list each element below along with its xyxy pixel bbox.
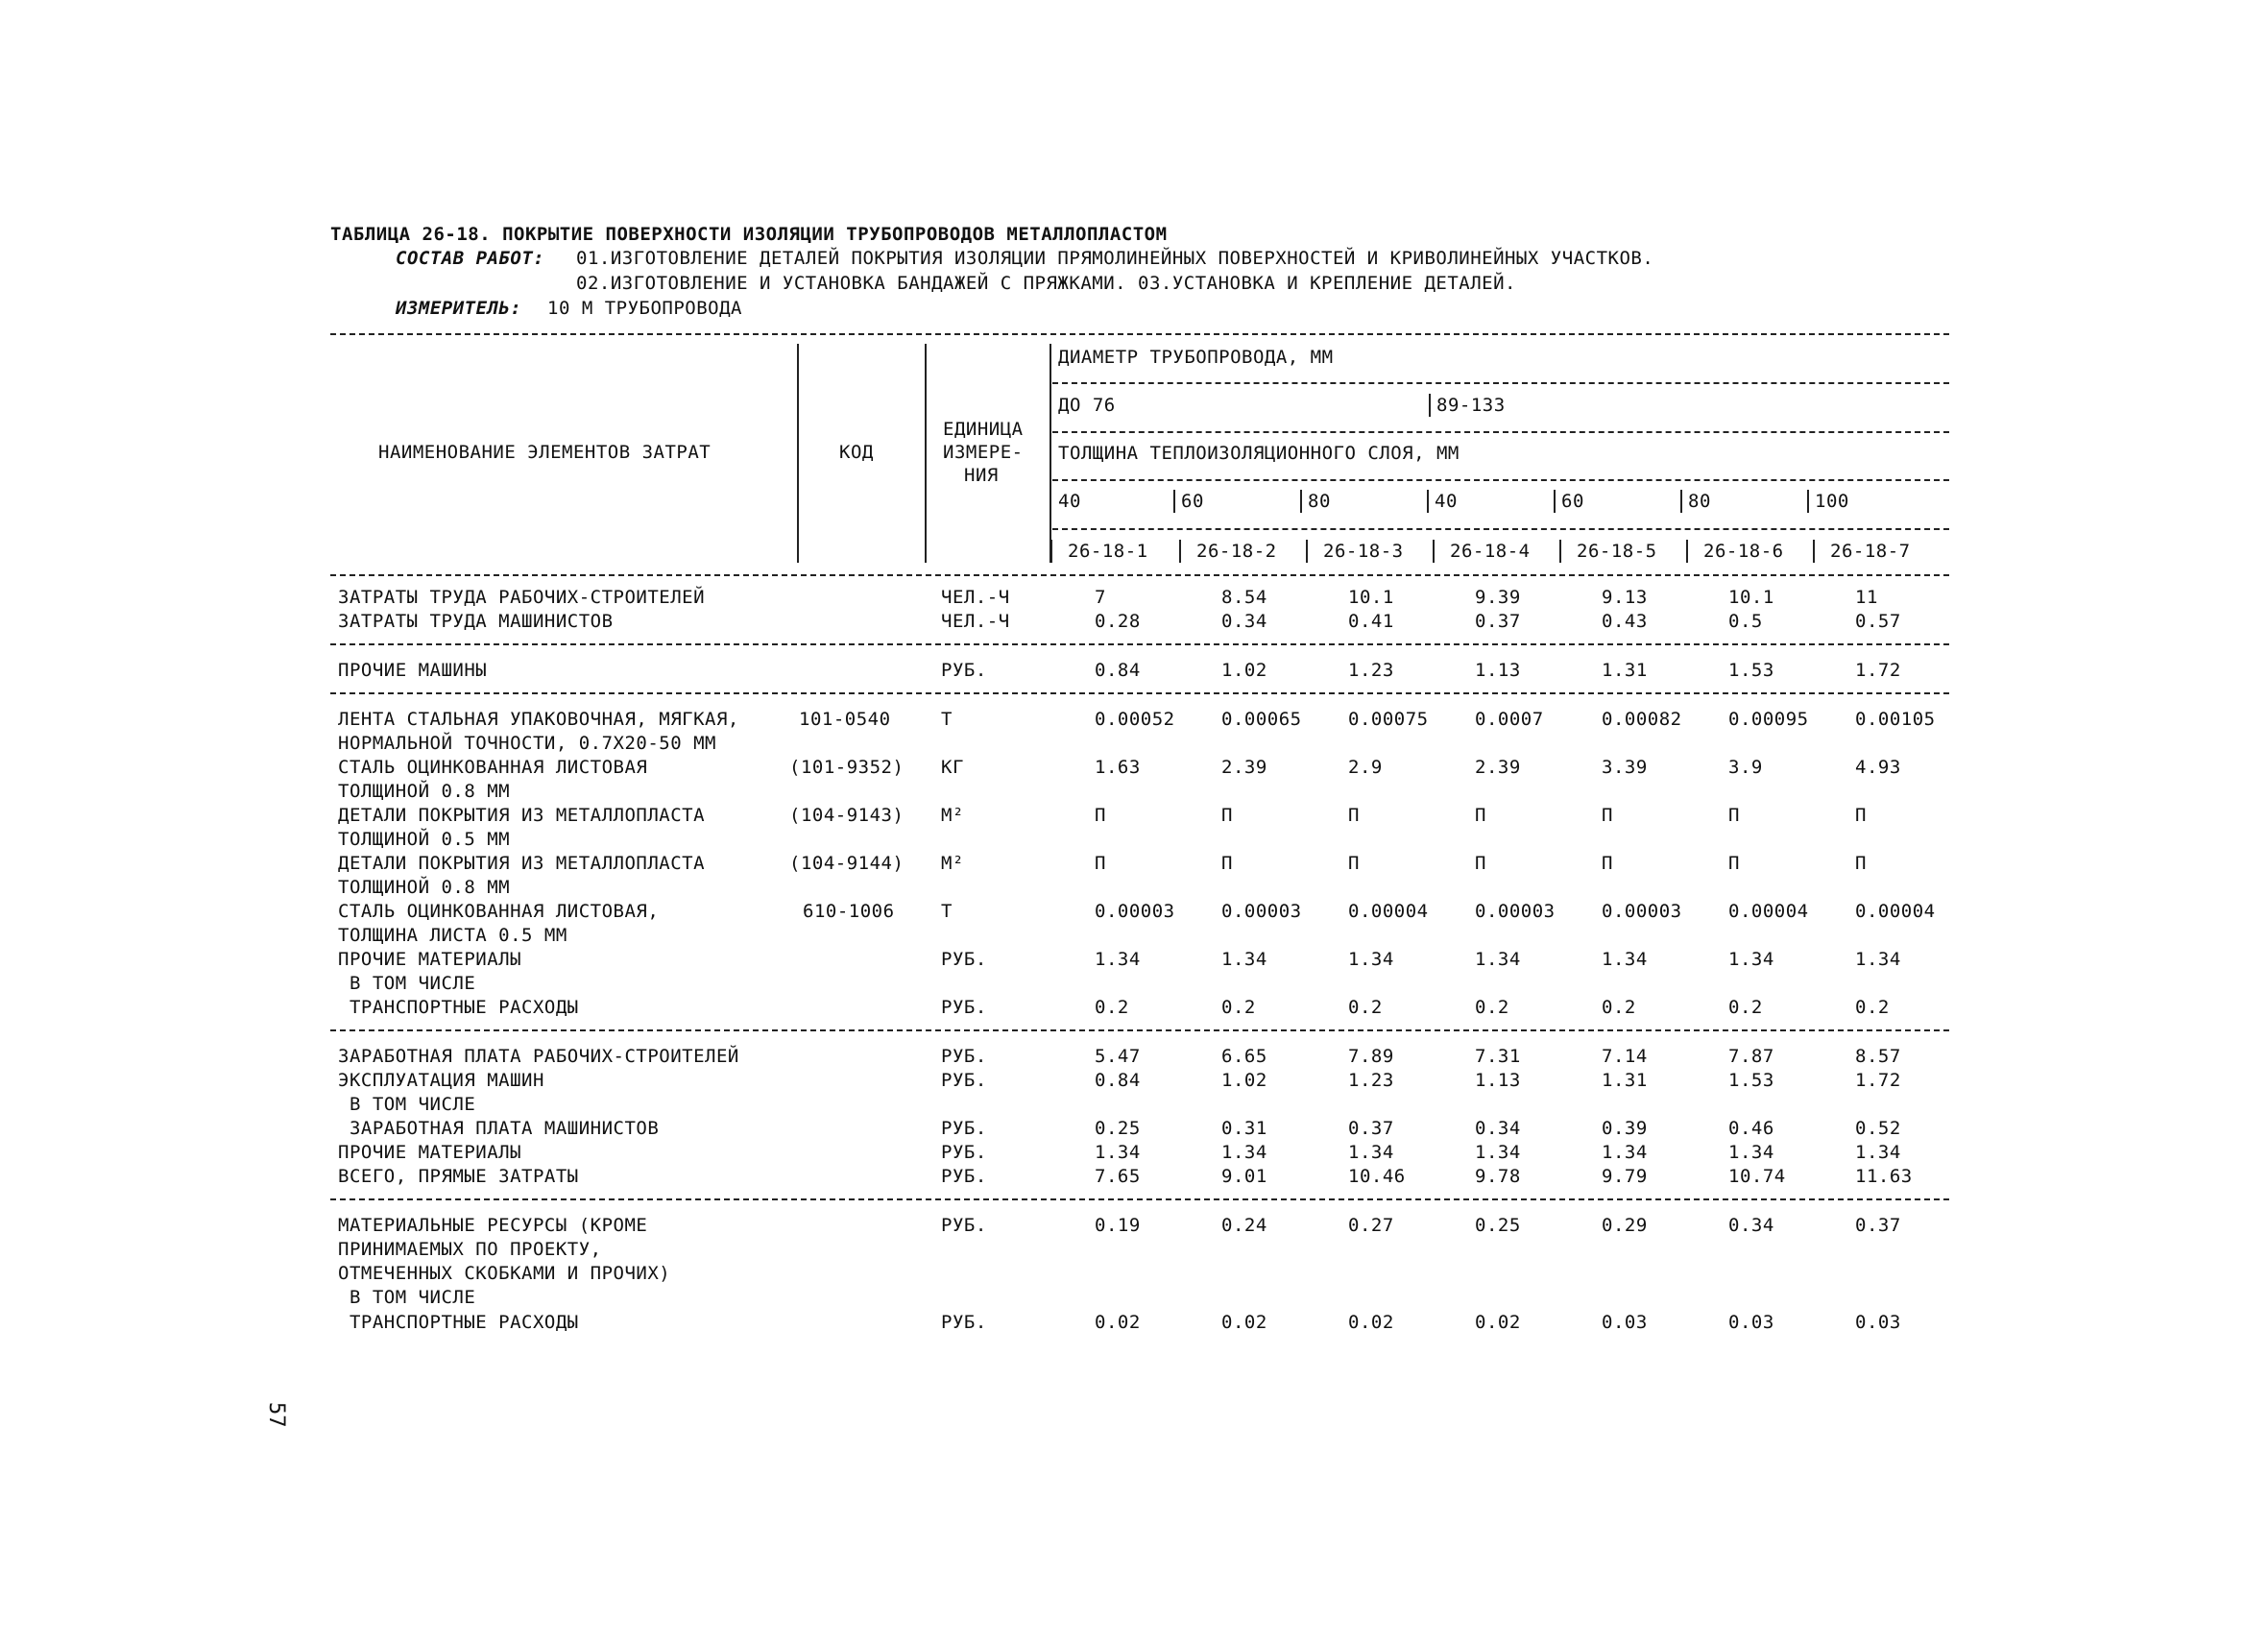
row-value: 0.27 xyxy=(1348,1215,1394,1236)
row-value: 0.02 xyxy=(1095,1312,1141,1333)
row-value: П xyxy=(1475,853,1486,874)
row-value: 0.00003 xyxy=(1221,901,1302,922)
row-value: 0.03 xyxy=(1728,1312,1774,1333)
thickness-value: 100 xyxy=(1815,491,1849,512)
row-unit: РУБ. xyxy=(941,660,987,681)
row-unit: М² xyxy=(941,805,964,826)
row-value: 0.39 xyxy=(1602,1118,1648,1139)
row-unit: РУБ. xyxy=(941,949,987,970)
row-unit: Т xyxy=(941,901,953,922)
row-name: СТАЛЬ ОЦИНКОВАННАЯ ЛИСТОВАЯ xyxy=(338,757,648,778)
row-unit: РУБ. xyxy=(941,997,987,1018)
column-code: 26-18-1 xyxy=(1068,541,1148,562)
row-value: 1.34 xyxy=(1475,949,1521,970)
header-unit-line-2: ИЗМЕРЕ- xyxy=(943,442,1024,463)
thickness-value: 60 xyxy=(1181,491,1204,512)
row-value: 0.02 xyxy=(1475,1312,1521,1333)
row-value: 0.5 xyxy=(1728,611,1763,632)
section-rule xyxy=(330,1029,1949,1031)
row-name: НОРМАЛЬНОЙ ТОЧНОСТИ, 0.7Х20-50 ММ xyxy=(338,733,716,754)
meter-label: ИЗМЕРИТЕЛЬ: xyxy=(396,298,522,319)
row-value: 0.84 xyxy=(1095,1070,1141,1091)
header-bottom-rule xyxy=(330,574,1949,576)
row-value: 0.28 xyxy=(1095,611,1141,632)
row-value: 1.34 xyxy=(1348,949,1394,970)
row-value: 7.87 xyxy=(1728,1046,1774,1067)
code-divider xyxy=(1306,540,1308,563)
row-name: ТРАНСПОРТНЫЕ РАСХОДЫ xyxy=(338,997,579,1018)
row-value: 8.54 xyxy=(1221,587,1267,608)
group-divider xyxy=(1429,394,1431,417)
thickness-value: 60 xyxy=(1561,491,1584,512)
row-value: 1.34 xyxy=(1475,1142,1521,1163)
row-value: П xyxy=(1602,805,1613,826)
row-value: 2.39 xyxy=(1221,757,1267,778)
row-code: 101-0540 xyxy=(799,709,891,730)
row-name: ЛЕНТА СТАЛЬНАЯ УПАКОВОЧНАЯ, МЯГКАЯ, xyxy=(338,709,739,730)
row-value: 9.01 xyxy=(1221,1166,1267,1187)
row-value: 10.1 xyxy=(1728,587,1774,608)
row-name: ОТМЕЧЕННЫХ СКОБКАМИ И ПРОЧИХ) xyxy=(338,1263,671,1284)
row-value: П xyxy=(1221,853,1233,874)
composition-line-1: 01.ИЗГОТОВЛЕНИЕ ДЕТАЛЕЙ ПОКРЫТИЯ ИЗОЛЯЦИИ ПРЯМОЛИНЕЙНЫХ ПОВЕРХНОСТЕЙ И КРИВОЛИНЕЙНЫХ УЧАСТКОВ. xyxy=(576,248,1654,269)
row-value: 1.34 xyxy=(1855,1142,1901,1163)
row-value: 11.63 xyxy=(1855,1166,1913,1187)
row-value: 0.00003 xyxy=(1475,901,1556,922)
thickness-divider xyxy=(1554,490,1556,513)
row-value: П xyxy=(1855,805,1867,826)
row-name: ТОЛЩИНА ЛИСТА 0.5 ММ xyxy=(338,925,567,946)
thickness-divider xyxy=(1680,490,1682,513)
row-value: 5.47 xyxy=(1095,1046,1141,1067)
section-rule xyxy=(330,1198,1949,1200)
row-value: 7.89 xyxy=(1348,1046,1394,1067)
row-value: 0.00003 xyxy=(1602,901,1682,922)
row-value: 9.13 xyxy=(1602,587,1648,608)
row-value: 0.0007 xyxy=(1475,709,1544,730)
column-code: 26-18-7 xyxy=(1830,541,1911,562)
row-value: П xyxy=(1475,805,1486,826)
row-value: 0.02 xyxy=(1221,1312,1267,1333)
header-diameter: ДИАМЕТР ТРУБОПРОВОДА, ММ xyxy=(1058,347,1334,368)
row-value: 1.34 xyxy=(1095,949,1141,970)
row-unit: РУБ. xyxy=(941,1166,987,1187)
row-name: ДЕТАЛИ ПОКРЫТИЯ ИЗ МЕТАЛЛОПЛАСТА xyxy=(338,853,706,874)
row-value: 7 xyxy=(1095,587,1106,608)
row-value: 1.34 xyxy=(1855,949,1901,970)
row-value: 0.34 xyxy=(1221,611,1267,632)
separator-unit-data xyxy=(1050,344,1051,563)
header-code-column: КОД xyxy=(839,442,874,463)
code-divider xyxy=(1686,540,1688,563)
row-value: 7.65 xyxy=(1095,1166,1141,1187)
row-value: 10.46 xyxy=(1348,1166,1406,1187)
row-unit: М² xyxy=(941,853,964,874)
table-title: ТАБЛИЦА 26-18. ПОКРЫТИЕ ПОВЕРХНОСТИ ИЗОЛЯЦИИ ТРУБОПРОВОДОВ МЕТАЛЛОПЛАСТОМ xyxy=(330,224,1168,245)
row-value: 0.29 xyxy=(1602,1215,1648,1236)
row-value: 0.00004 xyxy=(1855,901,1936,922)
row-value: 1.34 xyxy=(1728,949,1774,970)
row-unit: РУБ. xyxy=(941,1215,987,1236)
row-value: 1.31 xyxy=(1602,660,1648,681)
row-value: 0.00075 xyxy=(1348,709,1429,730)
row-value: 0.00082 xyxy=(1602,709,1682,730)
row-value: П xyxy=(1855,853,1867,874)
header-unit-line-1: ЕДИНИЦА xyxy=(943,419,1024,440)
row-value: 0.52 xyxy=(1855,1118,1901,1139)
row-value: 9.78 xyxy=(1475,1166,1521,1187)
row-value: 1.13 xyxy=(1475,660,1521,681)
row-value: 0.46 xyxy=(1728,1118,1774,1139)
row-name: ЭКСПЛУАТАЦИЯ МАШИН xyxy=(338,1070,544,1091)
row-value: 0.00004 xyxy=(1728,901,1809,922)
row-value: 0.34 xyxy=(1475,1118,1521,1139)
code-divider xyxy=(1559,540,1561,563)
row-name: ВСЕГО, ПРЯМЫЕ ЗАТРАТЫ xyxy=(338,1166,579,1187)
row-value: 1.02 xyxy=(1221,1070,1267,1091)
row-name: ПРОЧИЕ МАШИНЫ xyxy=(338,660,488,681)
row-value: 0.37 xyxy=(1855,1215,1901,1236)
header-rule-thickness xyxy=(1052,479,1949,481)
separator-name-code xyxy=(797,344,799,563)
row-value: 0.2 xyxy=(1855,997,1890,1018)
row-value: 0.57 xyxy=(1855,611,1901,632)
thickness-value: 80 xyxy=(1688,491,1711,512)
row-name: ПРОЧИЕ МАТЕРИАЛЫ xyxy=(338,949,522,970)
thickness-divider xyxy=(1300,490,1302,513)
row-value: 0.00105 xyxy=(1855,709,1936,730)
code-divider xyxy=(1813,540,1815,563)
code-divider xyxy=(1433,540,1435,563)
row-value: 0.24 xyxy=(1221,1215,1267,1236)
row-code: (101-9352) xyxy=(789,757,905,778)
row-value: 1.34 xyxy=(1602,1142,1648,1163)
thickness-divider xyxy=(1427,490,1429,513)
row-value: 8.57 xyxy=(1855,1046,1901,1067)
row-value: 0.00004 xyxy=(1348,901,1429,922)
row-unit: РУБ. xyxy=(941,1118,987,1139)
row-unit: КГ xyxy=(941,757,964,778)
row-value: 7.14 xyxy=(1602,1046,1648,1067)
row-value: 4.93 xyxy=(1855,757,1901,778)
row-value: 0.02 xyxy=(1348,1312,1394,1333)
row-name: ТРАНСПОРТНЫЕ РАСХОДЫ xyxy=(338,1312,579,1333)
code-divider xyxy=(1050,540,1052,563)
header-thickness: ТОЛЩИНА ТЕПЛОИЗОЛЯЦИОННОГО СЛОЯ, ММ xyxy=(1058,443,1460,464)
row-value: 0.19 xyxy=(1095,1215,1141,1236)
row-value: 1.31 xyxy=(1602,1070,1648,1091)
row-value: 10.1 xyxy=(1348,587,1394,608)
row-value: 0.41 xyxy=(1348,611,1394,632)
row-value: 1.72 xyxy=(1855,660,1901,681)
row-name: ПРОЧИЕ МАТЕРИАЛЫ xyxy=(338,1142,522,1163)
header-name-column: НАИМЕНОВАНИЕ ЭЛЕМЕНТОВ ЗАТРАТ xyxy=(378,442,712,463)
row-value: П xyxy=(1348,805,1360,826)
row-value: 0.43 xyxy=(1602,611,1648,632)
row-value: 0.00095 xyxy=(1728,709,1809,730)
row-value: 0.00003 xyxy=(1095,901,1175,922)
row-value: 1.53 xyxy=(1728,1070,1774,1091)
row-code: (104-9143) xyxy=(789,805,905,826)
row-value: 0.2 xyxy=(1728,997,1763,1018)
row-value: 3.9 xyxy=(1728,757,1763,778)
table-top-rule xyxy=(330,333,1949,335)
section-rule xyxy=(330,643,1949,645)
row-value: 1.34 xyxy=(1221,949,1267,970)
row-value: 0.25 xyxy=(1095,1118,1141,1139)
page-number: 57 xyxy=(264,1402,288,1428)
row-value: 6.65 xyxy=(1221,1046,1267,1067)
row-name: ЗАТРАТЫ ТРУДА РАБОЧИХ-СТРОИТЕЛЕЙ xyxy=(338,587,706,608)
row-value: 2.39 xyxy=(1475,757,1521,778)
section-rule xyxy=(330,692,1949,694)
thickness-value: 40 xyxy=(1435,491,1458,512)
row-name: ДЕТАЛИ ПОКРЫТИЯ ИЗ МЕТАЛЛОПЛАСТА xyxy=(338,805,706,826)
composition-label: СОСТАВ РАБОТ: xyxy=(396,248,545,269)
row-value: 1.23 xyxy=(1348,660,1394,681)
thickness-divider xyxy=(1173,490,1175,513)
row-value: П xyxy=(1348,853,1360,874)
row-unit: Т xyxy=(941,709,953,730)
row-name: МАТЕРИАЛЬНЫЕ РЕСУРСЫ (КРОМЕ xyxy=(338,1215,648,1236)
row-value: П xyxy=(1095,853,1106,874)
row-value: 9.79 xyxy=(1602,1166,1648,1187)
row-value: 1.34 xyxy=(1348,1142,1394,1163)
row-unit: РУБ. xyxy=(941,1046,987,1067)
row-code: 610-1006 xyxy=(803,901,895,922)
row-name: ТОЛЩИНОЙ 0.8 ММ xyxy=(338,781,511,802)
row-unit: ЧЕЛ.-Ч xyxy=(941,611,1010,632)
row-value: 1.63 xyxy=(1095,757,1141,778)
row-value: 1.34 xyxy=(1095,1142,1141,1163)
composition-line-2: 02.ИЗГОТОВЛЕНИЕ И УСТАНОВКА БАНДАЖЕЙ С ПРЯЖКАМИ. 03.УСТАНОВКА И КРЕПЛЕНИЕ ДЕТАЛЕЙ. xyxy=(576,273,1516,294)
header-group-2: 89-133 xyxy=(1436,395,1506,416)
thickness-value: 80 xyxy=(1308,491,1331,512)
row-value: 0.00052 xyxy=(1095,709,1175,730)
header-group-1: ДО 76 xyxy=(1058,395,1116,416)
row-value: 0.2 xyxy=(1475,997,1509,1018)
row-name: ЗАРАБОТНАЯ ПЛАТА РАБОЧИХ-СТРОИТЕЛЕЙ xyxy=(338,1046,739,1067)
row-value: 0.37 xyxy=(1348,1118,1394,1139)
header-rule-values xyxy=(1052,528,1949,530)
row-value: 3.39 xyxy=(1602,757,1648,778)
row-value: П xyxy=(1602,853,1613,874)
row-value: 0.2 xyxy=(1221,997,1256,1018)
row-unit: РУБ. xyxy=(941,1070,987,1091)
row-name: В ТОМ ЧИСЛЕ xyxy=(338,1094,476,1115)
row-value: 1.34 xyxy=(1728,1142,1774,1163)
row-name: В ТОМ ЧИСЛЕ xyxy=(338,973,476,994)
column-code: 26-18-2 xyxy=(1196,541,1277,562)
thickness-value: 40 xyxy=(1058,491,1081,512)
row-value: 10.74 xyxy=(1728,1166,1786,1187)
row-value: 0.03 xyxy=(1602,1312,1648,1333)
row-value: 1.23 xyxy=(1348,1070,1394,1091)
row-value: П xyxy=(1728,805,1740,826)
thickness-divider xyxy=(1807,490,1809,513)
row-unit: РУБ. xyxy=(941,1312,987,1333)
row-code: (104-9144) xyxy=(789,853,905,874)
row-value: 0.34 xyxy=(1728,1215,1774,1236)
header-unit-line-3: НИЯ xyxy=(964,465,999,486)
row-value: 9.39 xyxy=(1475,587,1521,608)
row-unit: ЧЕЛ.-Ч xyxy=(941,587,1010,608)
row-value: 1.02 xyxy=(1221,660,1267,681)
row-name: ЗАТРАТЫ ТРУДА МАШИНИСТОВ xyxy=(338,611,614,632)
column-code: 26-18-5 xyxy=(1577,541,1657,562)
row-value: 0.31 xyxy=(1221,1118,1267,1139)
row-value: П xyxy=(1095,805,1106,826)
row-name: ПРИНИМАЕМЫХ ПО ПРОЕКТУ, xyxy=(338,1239,602,1260)
row-value: 1.53 xyxy=(1728,660,1774,681)
row-value: П xyxy=(1221,805,1233,826)
column-code: 26-18-3 xyxy=(1323,541,1404,562)
row-name: В ТОМ ЧИСЛЕ xyxy=(338,1287,476,1308)
column-code: 26-18-4 xyxy=(1450,541,1531,562)
row-value: 7.31 xyxy=(1475,1046,1521,1067)
row-name: СТАЛЬ ОЦИНКОВАННАЯ ЛИСТОВАЯ, xyxy=(338,901,660,922)
row-unit: РУБ. xyxy=(941,1142,987,1163)
row-value: 0.2 xyxy=(1348,997,1383,1018)
header-rule-groups xyxy=(1052,431,1949,433)
row-value: 0.03 xyxy=(1855,1312,1901,1333)
row-value: 1.72 xyxy=(1855,1070,1901,1091)
header-rule-diameter xyxy=(1052,382,1949,384)
row-value: 1.34 xyxy=(1602,949,1648,970)
row-value: 2.9 xyxy=(1348,757,1383,778)
row-value: 1.34 xyxy=(1221,1142,1267,1163)
row-name: ТОЛЩИНОЙ 0.8 ММ xyxy=(338,877,511,898)
column-code: 26-18-6 xyxy=(1703,541,1784,562)
row-value: 0.2 xyxy=(1095,997,1129,1018)
row-value: 1.13 xyxy=(1475,1070,1521,1091)
row-name: ТОЛЩИНОЙ 0.5 ММ xyxy=(338,829,511,850)
code-divider xyxy=(1179,540,1181,563)
row-value: 0.2 xyxy=(1602,997,1636,1018)
row-value: П xyxy=(1728,853,1740,874)
separator-code-unit xyxy=(925,344,927,563)
row-value: 0.00065 xyxy=(1221,709,1302,730)
meter-value: 10 М ТРУБОПРОВОДА xyxy=(547,298,742,319)
row-value: 0.37 xyxy=(1475,611,1521,632)
row-value: 0.25 xyxy=(1475,1215,1521,1236)
row-value: 11 xyxy=(1855,587,1878,608)
row-value: 0.84 xyxy=(1095,660,1141,681)
row-name: ЗАРАБОТНАЯ ПЛАТА МАШИНИСТОВ xyxy=(338,1118,660,1139)
